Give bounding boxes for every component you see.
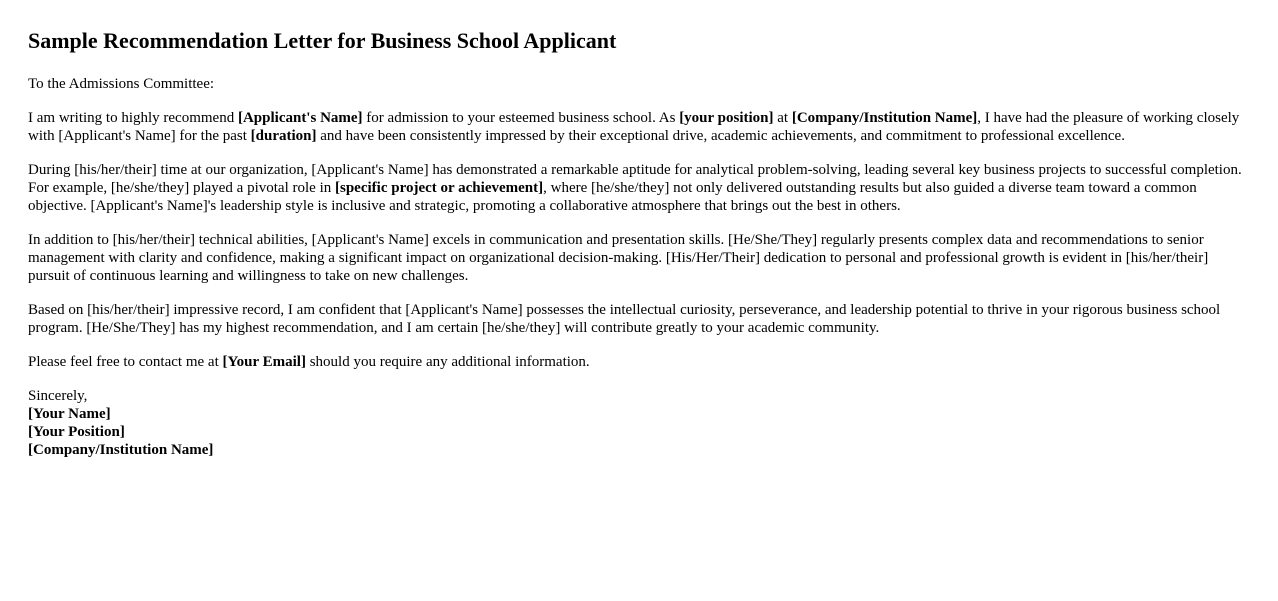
salutation: To the Admissions Committee: xyxy=(28,76,215,92)
intro-text-5: and have been consistently impressed by their exceptional drive, academic achievements, and commitment to professional excellence. xyxy=(316,128,1125,144)
company-placeholder: [Company/Institution Name] xyxy=(791,110,978,126)
intro-text-1: I am writing to highly recommend xyxy=(28,110,238,126)
signature-name: [Your Name] xyxy=(28,406,111,422)
achievements-text-1: During [his/her/their] time at our organization, [Applicant's Name] has demonstrated a remarkable aptitude for analytical problem-solving, leading several key business projects to successful completion. For example, [he/she/they] played a pivotal role in xyxy=(28,162,1242,196)
specific-project-placeholder: [specific project or achievement] xyxy=(335,180,544,196)
your-position-placeholder: [your position] xyxy=(679,110,774,126)
page-title: Sample Recommendation Letter for Business School Applicant xyxy=(28,28,617,53)
paragraph-achievements xyxy=(28,161,1250,215)
signature-position: [Your Position] xyxy=(28,424,125,440)
paragraph-conclusion: Based on [his/her/their] impressive record, I am confident that [Applicant's Name] possesses the intellectual curiosity, perseverance, and leadership potential to thrive in your rigorous business school program. [He/She/They] has my highest recommendation, and I am certain [he/she/they] will contribute greatly to your academic community. xyxy=(28,302,1221,336)
signature-block xyxy=(28,387,1250,459)
applicant-name-placeholder: [Applicant's Name] xyxy=(237,110,363,126)
paragraph-communication: In addition to [his/her/their] technical abilities, [Applicant's Name] excels in communication and presentation skills. [He/She/They] regularly presents complex data and recommendations to senior management with clarity and confidence, making a significant impact on organizational decision-making. [His/Her/Their] dedication to personal and professional growth is evident in [his/her/their] pursuit of continuous learning and willingness to take on new challenges. xyxy=(28,232,1209,284)
contact-text-2: should you require any additional information. xyxy=(305,354,590,370)
your-email-placeholder: [Your Email] xyxy=(222,354,306,370)
intro-text-2: for admission to your esteemed business school. As xyxy=(362,110,680,126)
paragraph-introduction xyxy=(28,109,1250,145)
intro-text-3: at xyxy=(773,110,792,126)
duration-placeholder: [duration] xyxy=(250,128,317,144)
closing-sincerely: Sincerely, xyxy=(28,388,88,404)
achievements-text-2: , where [he/she/they] not only delivered outstanding results but also guided a diverse team toward a common objective. [Applicant's Name]'s leadership style is inclusive and strategic, promoting a collaborative atmosphere that brings out the best in others. xyxy=(28,180,1197,214)
intro-text-4: , I have had the pleasure of working closely with [Applicant's Name] for the past xyxy=(28,110,1240,144)
signature-company: [Company/Institution Name] xyxy=(28,442,214,458)
paragraph-contact xyxy=(28,353,1250,371)
contact-text-1: Please feel free to contact me at xyxy=(28,354,223,370)
